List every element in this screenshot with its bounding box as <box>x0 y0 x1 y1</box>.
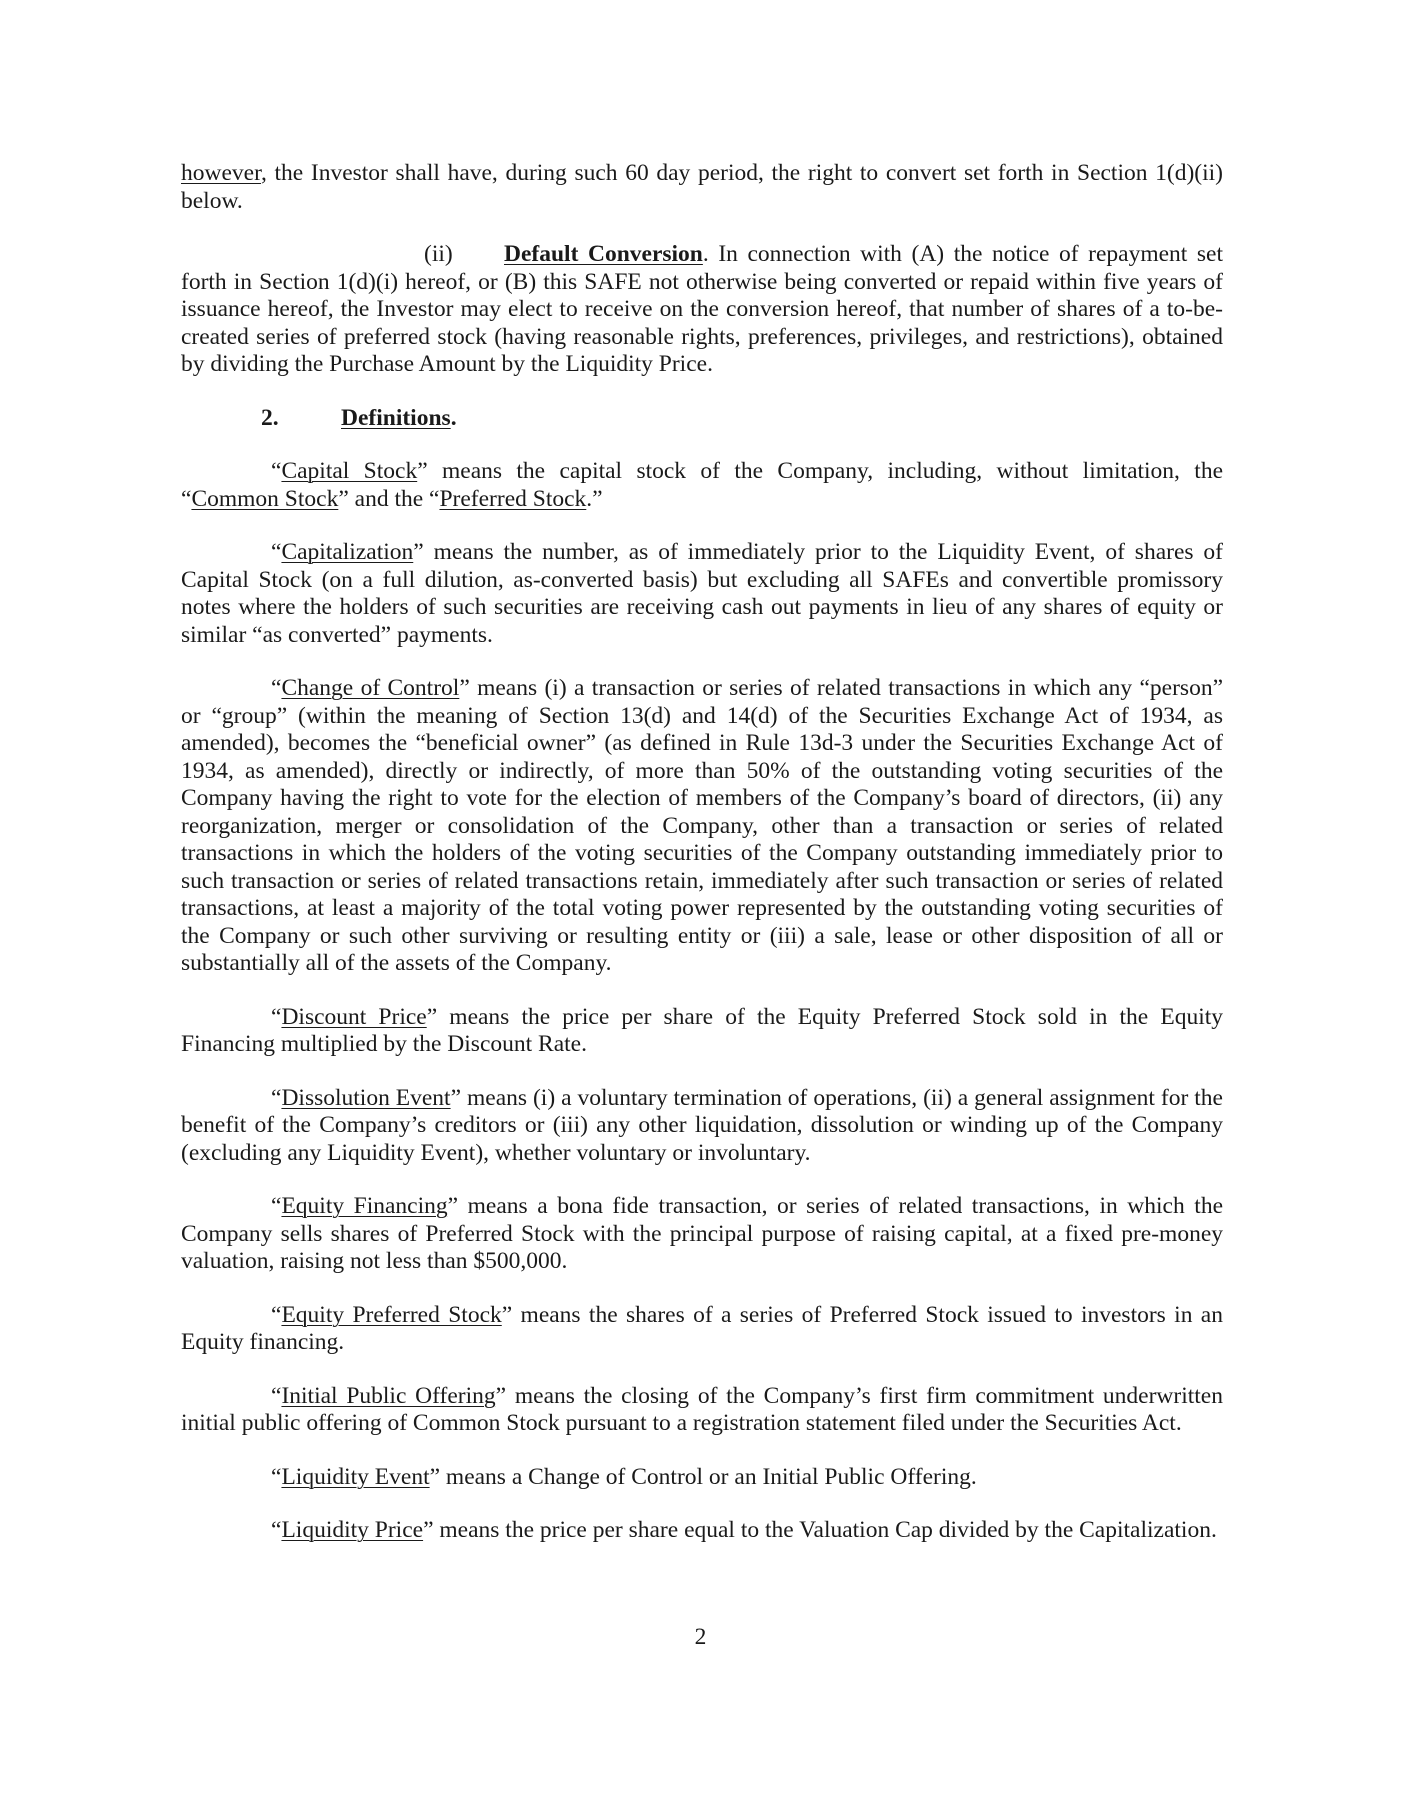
defined-term: Liquidity Price <box>281 1517 424 1543</box>
quote-open: “ <box>271 539 282 565</box>
defined-term: Discount Price <box>281 1003 427 1030</box>
definition-liquidity-price <box>181 1517 1223 1545</box>
quote-open: “ <box>271 1084 282 1111</box>
defined-term-common-stock: Common Stock <box>191 485 339 512</box>
quote-close: ” <box>450 1084 462 1111</box>
paragraph-text: , the Investor shall have, during such 60 day period, the right to convert set forth in Section 1(d)(ii) below. <box>181 160 1223 214</box>
defined-term: Capitalization <box>281 539 414 565</box>
quote-close: ” <box>495 1382 507 1409</box>
quote-open: “ <box>271 675 282 701</box>
defined-term: Liquidity Event <box>281 1463 430 1490</box>
quote-close: ” <box>417 458 428 484</box>
paragraph-text: . In connection with (A) the notice of repayment set forth in Section 1(d)(i) hereof, or (B) this SAFE not otherwise being converted or repaid within five years of issuance hereof, the Investor may elect to receive on the conversion hereof, that number of shares of a to-be-created series of preferred stock (having reasonable rights, preferences, privileges, and restrictions), obtained by dividing the Purchase Amount by the Liquidity Price. <box>181 241 1223 377</box>
definition-text: means the price per share equal to the Valuation Cap divided by the Capitalization. <box>433 1517 1217 1543</box>
definition-capital-stock <box>181 458 1223 513</box>
definition-text: means the shares of a series of Preferred Stock issued to investors in an Equity financing. <box>181 1301 1223 1355</box>
definition-text: .” <box>586 485 603 512</box>
section-title: Definitions <box>341 404 451 431</box>
quote-close: ” <box>413 539 424 565</box>
defined-term-preferred-stock: Preferred Stock <box>439 485 587 512</box>
defined-term: Initial Public Offering <box>281 1382 496 1409</box>
definition-initial-public-offering <box>181 1383 1223 1438</box>
document-body <box>181 160 1223 1571</box>
quote-open: “ <box>271 1517 282 1543</box>
definition-dissolution-event <box>181 1085 1223 1168</box>
definition-equity-financing <box>181 1193 1223 1276</box>
definition-text: means the price per share of the Equity Preferred Stock sold in the Equity Financing multiplied by the Discount Rate. <box>181 1003 1224 1057</box>
defined-term: Dissolution Event <box>281 1084 451 1111</box>
definition-equity-preferred-stock <box>181 1302 1223 1357</box>
definition-discount-price <box>181 1004 1223 1059</box>
subsection-title: Default Conversion <box>504 241 703 267</box>
definition-text: means a bona fide transaction, or series of related transactions, in which the Company sells shares of Preferred Stock with the principal purpose of raising capital, at a fixed pre-money valuation, raising not less than $500,000. <box>181 1193 1223 1274</box>
however-underlined: however <box>181 160 261 186</box>
paragraph-1d-i-continuation <box>181 160 1223 215</box>
definition-capitalization <box>181 539 1223 649</box>
quote-close: ” <box>429 1463 441 1490</box>
quote-open: “ <box>271 458 282 484</box>
section-heading-definitions <box>261 405 1223 433</box>
definition-text: means the capital stock of the Company, including, without limitation, the “ <box>181 458 1223 512</box>
quote-close: ” <box>426 1003 438 1030</box>
quote-open: “ <box>271 1382 282 1409</box>
quote-close: ” <box>459 675 470 701</box>
defined-term: Change of Control <box>281 675 460 701</box>
definition-text: means (i) a transaction or series of related transactions in which any “person” or “group” (within the meaning of Section 13(d) and 14(d) of the Securities Exchange Act of 1934, as amended), becomes the “beneficial owner” (as defined in Rule 13d-3 under the Securities Exchange Act of 1934, as amended), directly or indirectly, of more than 50% of the outstanding voting securities of the Company having the right to vote for the election of members of the Company’s board of directors, (ii) any reorganization, merger or consolidation of the Company, other than a transaction or series of related transactions in which the holders of the voting securities of the Company outstanding immediately prior to such transaction or series of related transactions retain, immediately after such transaction or series of related transactions, at least a majority of the total voting power represented by the outstanding voting securities of the Company or such other surviving or resulting entity or (iii) a sale, lease or other disposition of all or substantially all of the assets of the Company. <box>181 675 1223 976</box>
definition-liquidity-event <box>181 1464 1223 1492</box>
definition-text: means the closing of the Company’s first firm commitment underwritten initial public offering of Common Stock pursuant to a registration statement filed under the Securities Act. <box>181 1382 1223 1436</box>
page-number: 2 <box>694 1624 707 1650</box>
paragraph-1d-ii-default-conversion <box>181 241 1223 379</box>
definition-text: means a Change of Control or an Initial Public Offering. <box>440 1463 977 1490</box>
definition-change-of-control <box>181 675 1223 978</box>
definition-text: ” and the “ <box>338 485 440 512</box>
quote-close: ” <box>423 1517 434 1543</box>
quote-close: ” <box>501 1301 513 1328</box>
definition-text: means (i) a voluntary termination of operations, (ii) a general assignment for the benefit of the Company’s creditors or (iii) any other liquidation, dissolution or winding up of the Company (excluding any Liquidity Event), whether voluntary or involuntary. <box>181 1084 1223 1166</box>
quote-open: “ <box>271 1463 282 1490</box>
subsection-number: (ii) <box>424 241 453 267</box>
defined-term: Equity Financing <box>281 1193 448 1219</box>
defined-term: Capital Stock <box>281 458 418 484</box>
section-number: 2. <box>261 404 279 431</box>
defined-term: Equity Preferred Stock <box>281 1301 502 1328</box>
quote-open: “ <box>271 1301 282 1328</box>
quote-open: “ <box>271 1003 282 1030</box>
quote-close: ” <box>447 1193 459 1219</box>
quote-open: “ <box>271 1193 282 1219</box>
section-title-suffix: . <box>450 404 457 431</box>
definition-text: means the number, as of immediately prior to the Liquidity Event, of shares of Capital Stock (on a full dilution, as-converted basis) but excluding all SAFEs and convertible promissory notes where the holders of such securities are receiving cash out payments in lieu of any shares of equity or similar “as converted” payments. <box>181 539 1223 648</box>
